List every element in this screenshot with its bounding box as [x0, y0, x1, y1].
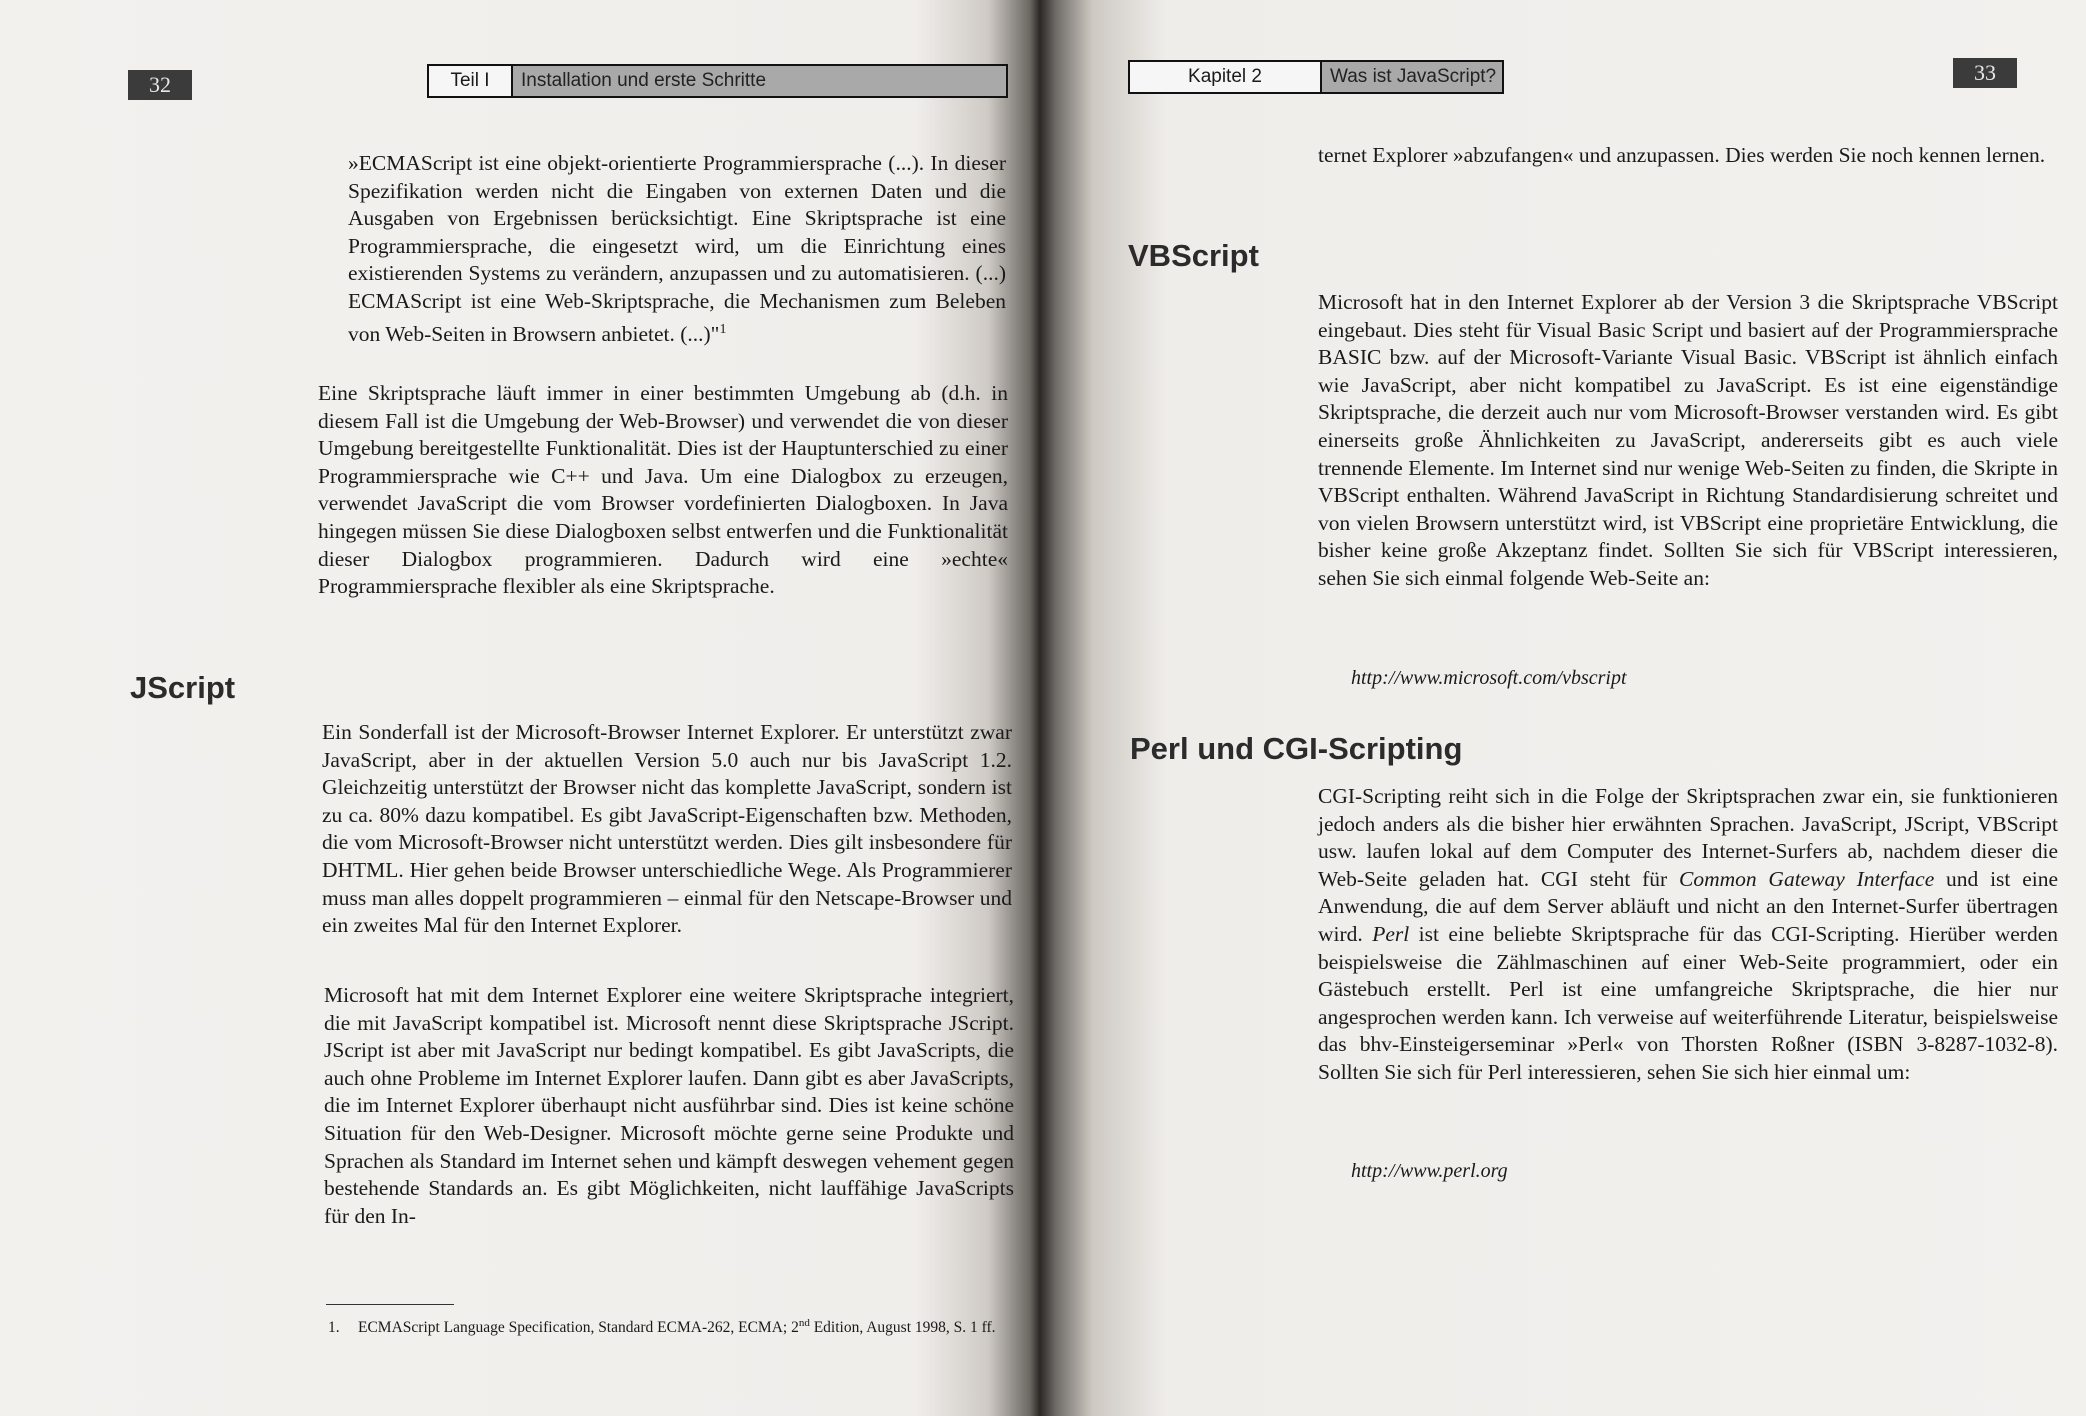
footnote [328, 1312, 1018, 1339]
perl-text-italic-cgi: Common Gateway Interface [1678, 866, 1935, 891]
paragraph-text: Microsoft hat mit dem Internet Explorer eine weitere Skriptsprache integriert, die mit JavaScript kompatibel ist. Microsoft nennt diese Skriptsprache JScript. JScript ist aber mit JavaScript nur bedingt kompatibel. Es gibt JavaScripts, die auch ohne Probleme im Internet Explorer laufen. Dann gibt es aber JavaScripts, die im Internet Explorer überhaupt nicht ausführbar sind. Dies ist keine schöne Situation für den Web-Designer. Microsoft möchte gerne seine Produkte und Sprachen als Standard im Internet sehen und kämpft deswegen vehement gegen bestehende Standards an. Es gibt Möglichkeiten, nicht lauffähige JavaScripts für den In- [324, 983, 1014, 1228]
paragraph-sonderfall [322, 719, 1012, 940]
page-number-right: 33 [1953, 58, 2017, 88]
footnote-text-b: Edition, August 1998, S. 1 ff. [809, 1319, 996, 1337]
heading-perl: Perl und CGI-Scripting [1130, 731, 1463, 766]
footnote-number: 1. [328, 1319, 340, 1337]
paragraph-continuation [1318, 142, 2058, 170]
page-number-left: 32 [128, 70, 192, 100]
perl-text-c: und ist eine Anwendung, die auf dem Server abläuft und nicht an den Internet-Surfer übertragen wird. [1318, 866, 2059, 946]
paragraph-text: Ein Sonderfall ist der Microsoft-Browser Internet Explorer. Er unterstützt zwar JavaScript, aber in der aktuellen Version 5.0 auch nur bis JavaScript 1.2. Gleichzeitig unterstützt der Browser nicht das komplette JavaScript, sondern ist zu ca. 80% dazu kompatibel. Es gibt JavaScript-Eigenschaften bzw. Methoden, die vom Microsoft-Browser nicht unterstützt werden. Dies gilt insbesondere für DHTML. Hier gehen beide Browser unterschiedliche Wege. Als Programmierer muss man alles doppelt programmieren – einmal für den Netscape-Browser und ein zweites Mal für den Internet Explorer. [322, 720, 1012, 938]
footnote-rule [326, 1304, 454, 1305]
header-title-left: Installation und erste Schritte [513, 66, 1006, 96]
url-vbscript: http://www.microsoft.com/vbscript [1351, 667, 1627, 689]
paragraph-text: Microsoft hat in den Internet Explorer ab der Version 3 die Skriptsprache VBScript eingebaut. Dies steht für Visual Basic Script und basiert auf der Programmiersprache BASIC bzw. auf der Microsoft-Variante Visual Basic. VBScript ist ähnlich einfach wie JavaScript, aber nicht kompatibel zu JavaScript. Es ist eine eigenständige Skriptsprache, die derzeit auch nur vom Microsoft-Browser verstanden wird. Es gibt einerseits große Ähnlichkeiten zu JavaScript, andererseits gibt es auch viele trennende Elemente. Im Internet sind nur wenige Web-Seiten zu finden, die Skripte in VBScript enthalten. Während JavaScript in Richtung Standardisierung schreitet und von vielen Browsern unterstützt wird, ist VBScript eine proprietäre Entwicklung, die bisher keine große Akzeptanz findet. Sollten Sie sich für VBScript interessieren, sehen Sie sich einmal folgende Web-Seite an: [1318, 290, 2058, 590]
paragraph-jscript [324, 982, 1014, 1230]
footnote-text-a: ECMAScript Language Specification, Standard ECMA-262, ECMA; 2 [358, 1319, 799, 1337]
paragraph-text: ternet Explorer »abzufangen« und anzupassen. Dies werden Sie noch kennen lernen. [1318, 143, 2046, 167]
footnote-mark: 1 [719, 321, 727, 337]
perl-text-a: CGI-Scripting reiht sich in die Folge der Skriptsprachen zwar ein, sie funktionieren jedoch anders als die bisher hier erwähnten Sprachen. JavaScript, JScript, VBScript usw. laufen lokal auf dem Computer des Internet-Surfers ab, nachdem dieser die Web-Seite geladen hat. CGI steht für [1318, 784, 2058, 891]
right-page [1040, 0, 2086, 1416]
left-page [0, 0, 1040, 1416]
running-header-left [427, 64, 1008, 98]
header-part-label: Teil I [429, 66, 513, 96]
header-title-right: Was ist JavaScript? [1322, 62, 1502, 92]
paragraph-text: Eine Skriptsprache läuft immer in einer bestimmten Umgebung ab (d.h. in diesem Fall ist die Umgebung der Web-Browser) und verwendet die von dieser Umgebung bereitgestellte Funktionalität. Dies ist der Hauptunterschied zu einer Programmiersprache wie C++ und Java. Um eine Dialogbox zu erzeugen, verwendet JavaScript die vom Browser vordefinierten Dialogboxen. In Java hingegen müssen Sie diese Dialogboxen selbst entwerfen und die Funktionalität dieser Dialogbox programmieren. Dadurch wird eine »echte« Programmiersprache flexibler als eine Skriptsprache. [318, 381, 1008, 599]
header-chapter-label: Kapitel 2 [1130, 62, 1322, 92]
perl-text-italic-perl: Perl [1372, 921, 1410, 946]
footnote-sup: nd [798, 1317, 810, 1329]
running-header-right [1128, 60, 1504, 94]
heading-jscript: JScript [130, 670, 236, 705]
heading-vbscript: VBScript [1128, 238, 1259, 273]
paragraph-perl [1318, 783, 2058, 1087]
perl-text-e: ist eine beliebte Skriptsprache für das CGI-Scripting. Hierüber werden beispielsweise die Zählmaschinen auf einer Web-Seite programmiert, oder ein Gästebuch erstellt. Perl ist eine umfangreiche Skriptsprache, die hier nur angesprochen werden kann. Ich verweise auf weiterführende Literatur, beispielsweise das bhv-Einsteigerseminar »Perl« von Thorsten Roßner (ISBN 3-8287-1032-8). Sollten Sie sich für Perl interessieren, sehen Sie sich hier einmal um: [1318, 921, 2058, 1084]
paragraph-vbscript [1318, 289, 2058, 593]
url-perl: http://www.perl.org [1351, 1160, 1508, 1182]
quote-text: »ECMAScript ist eine objekt-orientierte Programmiersprache (...). In dieser Spezifikation werden nicht die Eingaben von externen Daten und die Ausgaben von Ergebnissen berücksichtigt. Eine Skriptsprache ist eine Programmiersprache, die eingesetzt wird, um die Einrichtung eines existierenden Systems zu verändern, anzupassen und zu automatisieren. (...) ECMAScript ist eine Web-Skriptsprache, die Mechanismen zum Beleben von Web-Seiten in Browsern anbietet. (...)" [348, 151, 1006, 346]
quote-block [348, 150, 1006, 348]
paragraph-skriptsprache [318, 380, 1008, 601]
